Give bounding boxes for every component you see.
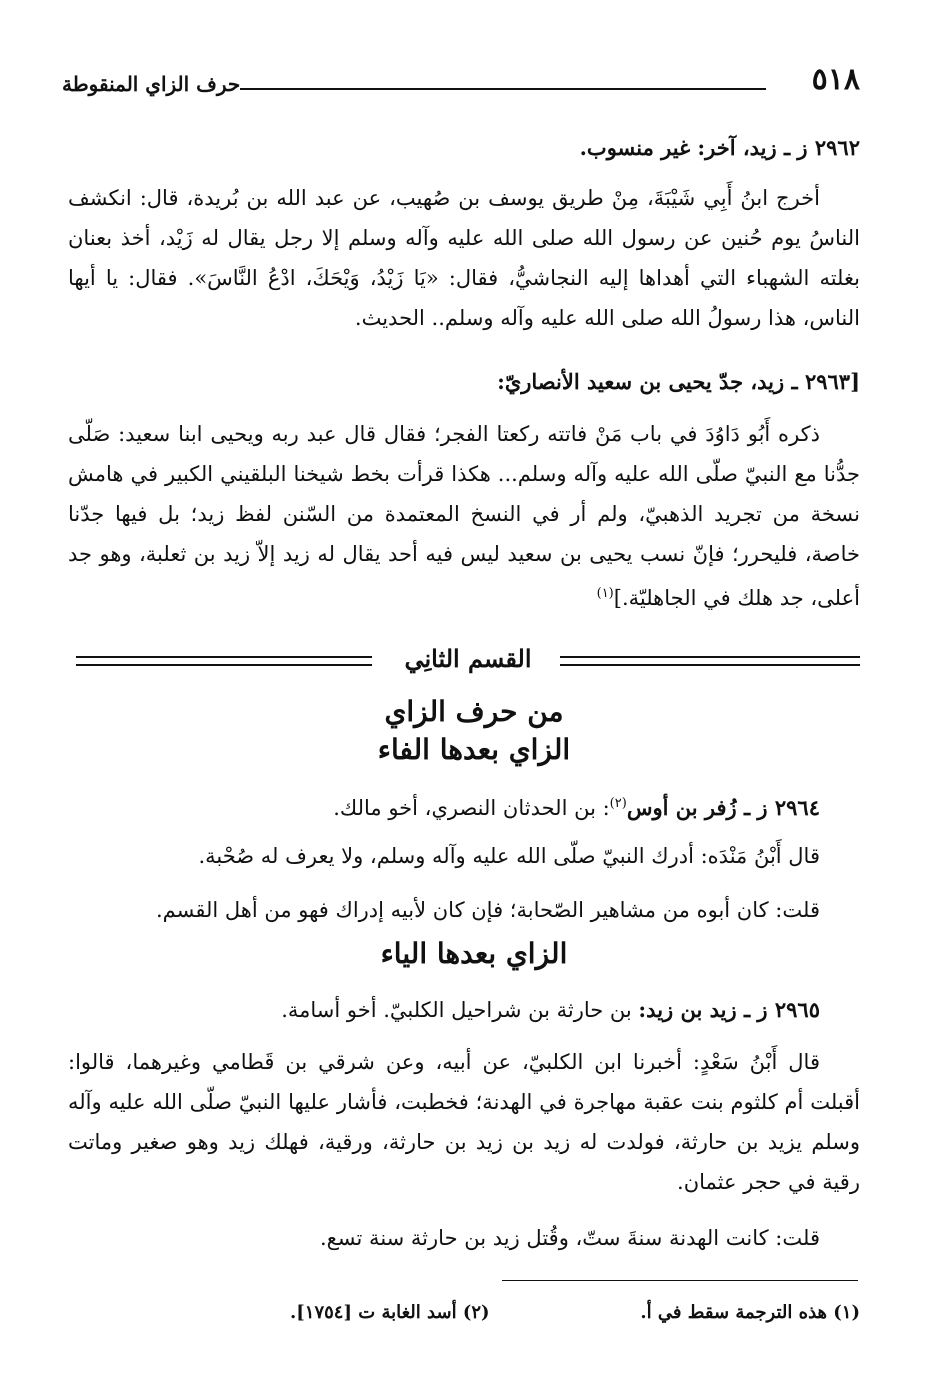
divider-double-rule-left <box>76 656 372 666</box>
page-number: ٥١٨ <box>811 62 860 97</box>
entry-2965-rest: بن حارثة بن شراحيل الكلبيّ. أخو أسامة. <box>281 998 639 1022</box>
entry-2964-comment: قلت: كان أبوه من مشاهير الصّحابة؛ فإن كان لأبيه إدراك فهو من أهل القسم. <box>155 898 820 922</box>
entry-2964-name: ٢٩٦٤ ز ـ زُفر بن أوس <box>626 795 820 820</box>
entry-2963-body <box>68 414 860 618</box>
entry-2963-text: ذكره أَبُو دَاوُدَ في باب مَنْ فاتته ركعتا الفجر؛ فقال قال عبد ربه ويحيى ابنا سعيد: صَلّى جدُّنا مع النبيّ صلّى الله عليه وآله وسلم... هكذا قرأت بخط شيخنا البلقيني الكبير في هامش نسخة من تجريد الذهبيّ، ولم أر في النسخ المعتمدة من السّنن لفظ زيد؛ بل فيها جدّنا خاصة، فليحرر؛ فإنّ نسب يحيى بن سعيد ليس فيه أحد يقال له زيد إلاّ زيد بن ثعلبة، وهو جد أعلى، جد هلك في الجاهليّة.] <box>68 422 860 610</box>
entry-2965-comment: قلت: كانت الهدنة سنةَ ستّ، وقُتل زيد بن حارثة سنة تسع. <box>319 1226 820 1250</box>
footnote-2: (٢) أسد الغابة ت [١٧٥٤]. <box>290 1302 490 1323</box>
footnote-rule <box>502 1280 858 1281</box>
entry-2965-body: قال أَبْنُ سَعْدٍ: أخبرنا ابن الكلبيّ، عن أبيه، وعن شرقي بن قَطامي وغيرهما، قالوا: أقبلت أم كلثوم بنت عقبة مهاجرة في الهدنة؛ فخطبت، فأشار عليها النبيّ صلّى الله عليه وآله وسلم يزيد بن حارثة، فولدت له زيد بن زيد بن حارثة، ورقية، فهلك زيد وهو صغير وماتت رقية في حجر عثمان. <box>68 1050 861 1194</box>
header-rule <box>240 88 766 90</box>
entry-2964-heading <box>68 784 860 828</box>
entry-2963-heading: [٢٩٦٣ ـ زيد، جدّ يحيى بن سعيد الأنصاريّ: <box>497 369 860 394</box>
section-divider <box>76 640 860 684</box>
footnote-1: (١) هذه الترجمة سقط في أ. <box>640 1302 860 1323</box>
page-header <box>62 60 860 104</box>
footnote-marker-1: (١) <box>596 586 614 601</box>
entry-2962-body: أخرج ابنُ أَبِي شَيْبَةَ، مِنْ طريق يوسف بن صُهيب، عن عبد الله بن بُريدة، قال: انكشف الناسُ يوم حُنين عن رسول الله صلى الله عليه وآله وسلم إلا رجل يقال له زَيْد، أخذ بعنان بغلته الشهباء التي أهداها إليه النجاشيُّ، فقال: «يَا زَيْدُ، وَيْحَكَ، ادْعُ النَّاسَ». فقال: يا أيها الناس، هذا رسولُ الله صلى الله عليه وآله وسلم.. الحديث. <box>68 186 860 330</box>
heading-letter: من حرف الزاي <box>384 695 564 728</box>
entry-2964-rest: : بن الحدثان النصري، أخو مالك. <box>333 796 610 820</box>
entry-2965-name: ٢٩٦٥ ز ـ زيد بن زيد: <box>638 997 820 1022</box>
entry-2964-quote: قال أَبْنُ مَنْدَه: أدرك النبيّ صلّى الله عليه وآله وسلم، ولا يعرف له صُحْبة. <box>198 844 820 868</box>
entry-2965-heading <box>68 990 860 1030</box>
entry-2962-heading: ٢٩٦٢ ز ـ زيد، آخر: غير منسوب. <box>579 135 860 160</box>
running-title: حرف الزاي المنقوطة <box>62 72 241 96</box>
footnote-marker-2: (٢) <box>609 796 627 811</box>
section-title: القسم الثانِي <box>404 644 532 673</box>
heading-subletter-ya: الزاي بعدها الياء <box>380 937 568 970</box>
heading-subletter-fa: الزاي بعدها الفاء <box>377 733 571 766</box>
